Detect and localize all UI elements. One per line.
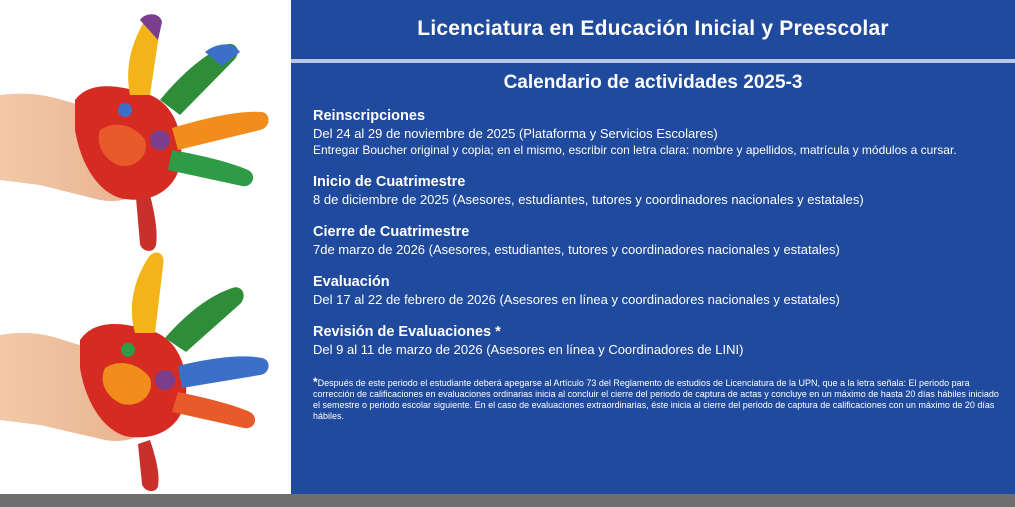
painted-hands-image	[0, 0, 291, 494]
section-heading: Revisión de Evaluaciones *	[313, 324, 501, 340]
section-heading: Reinscripciones	[313, 108, 426, 124]
program-title: Licenciatura en Educación Inicial y Preescolar	[417, 17, 889, 40]
footnote-asterisk: *	[313, 375, 318, 389]
section-evaluacion	[313, 273, 1013, 308]
section-reinscripciones	[313, 107, 1013, 158]
section-inicio-cuatrimestre	[313, 173, 1013, 208]
section-heading: Evaluación	[313, 274, 390, 290]
footnote	[313, 377, 1003, 422]
section-date: 7de marzo de 2026 (Asesores, estudiantes, tutores y coordinadores nacionales y estatales)	[313, 242, 840, 257]
header-bar	[291, 0, 1015, 58]
section-heading: Cierre de Cuatrimestre	[313, 224, 470, 240]
footnote-text: Después de este periodo el estudiante deberá apegarse al Artículo 73 del Reglamento de estudios de Licenciatura de la UPN, que a la letra señala: El periodo para corrección de calificaciones en evaluaciones ordinarias inicia al concluir el cierre del periodo de captura de actas y concluye en un máximo de hasta 20 días hábiles iniciado el semestre o periodo escolar siguiente. En el caso de evaluaciones extraordinarias, éste inicia al cierre del periodo de captura de calificaciones con un máximo de 20 días hábiles.	[313, 378, 999, 421]
section-cierre-cuatrimestre	[313, 223, 1013, 258]
bottom-hand	[0, 252, 269, 491]
bottom-bar	[0, 494, 1015, 507]
section-revision-evaluaciones	[313, 323, 1013, 358]
section-date: Del 9 al 11 de marzo de 2026 (Asesores en línea y Coordinadores de LINI)	[313, 342, 744, 357]
header-divider	[291, 59, 1015, 63]
painted-hands-illustration	[0, 0, 291, 494]
calendar-panel	[291, 0, 1015, 494]
section-date: Del 24 al 29 de noviembre de 2025 (Plataforma y Servicios Escolares)	[313, 126, 718, 141]
section-note: Entregar Boucher original y copia; en el mismo, escribir con letra clara: nombre y apellidos, matrícula y módulos a cursar.	[313, 143, 957, 157]
section-heading: Inicio de Cuatrimestre	[313, 174, 466, 190]
calendar-title: Calendario de actividades 2025-3	[503, 72, 803, 93]
top-hand	[0, 14, 269, 251]
section-date: 8 de diciembre de 2025 (Asesores, estudiantes, tutores y coordinadores nacionales y estatales)	[313, 192, 864, 207]
calendar-content	[313, 107, 1013, 373]
section-date: Del 17 al 22 de febrero de 2026 (Asesores en línea y coordinadores nacionales y estatales)	[313, 292, 840, 307]
